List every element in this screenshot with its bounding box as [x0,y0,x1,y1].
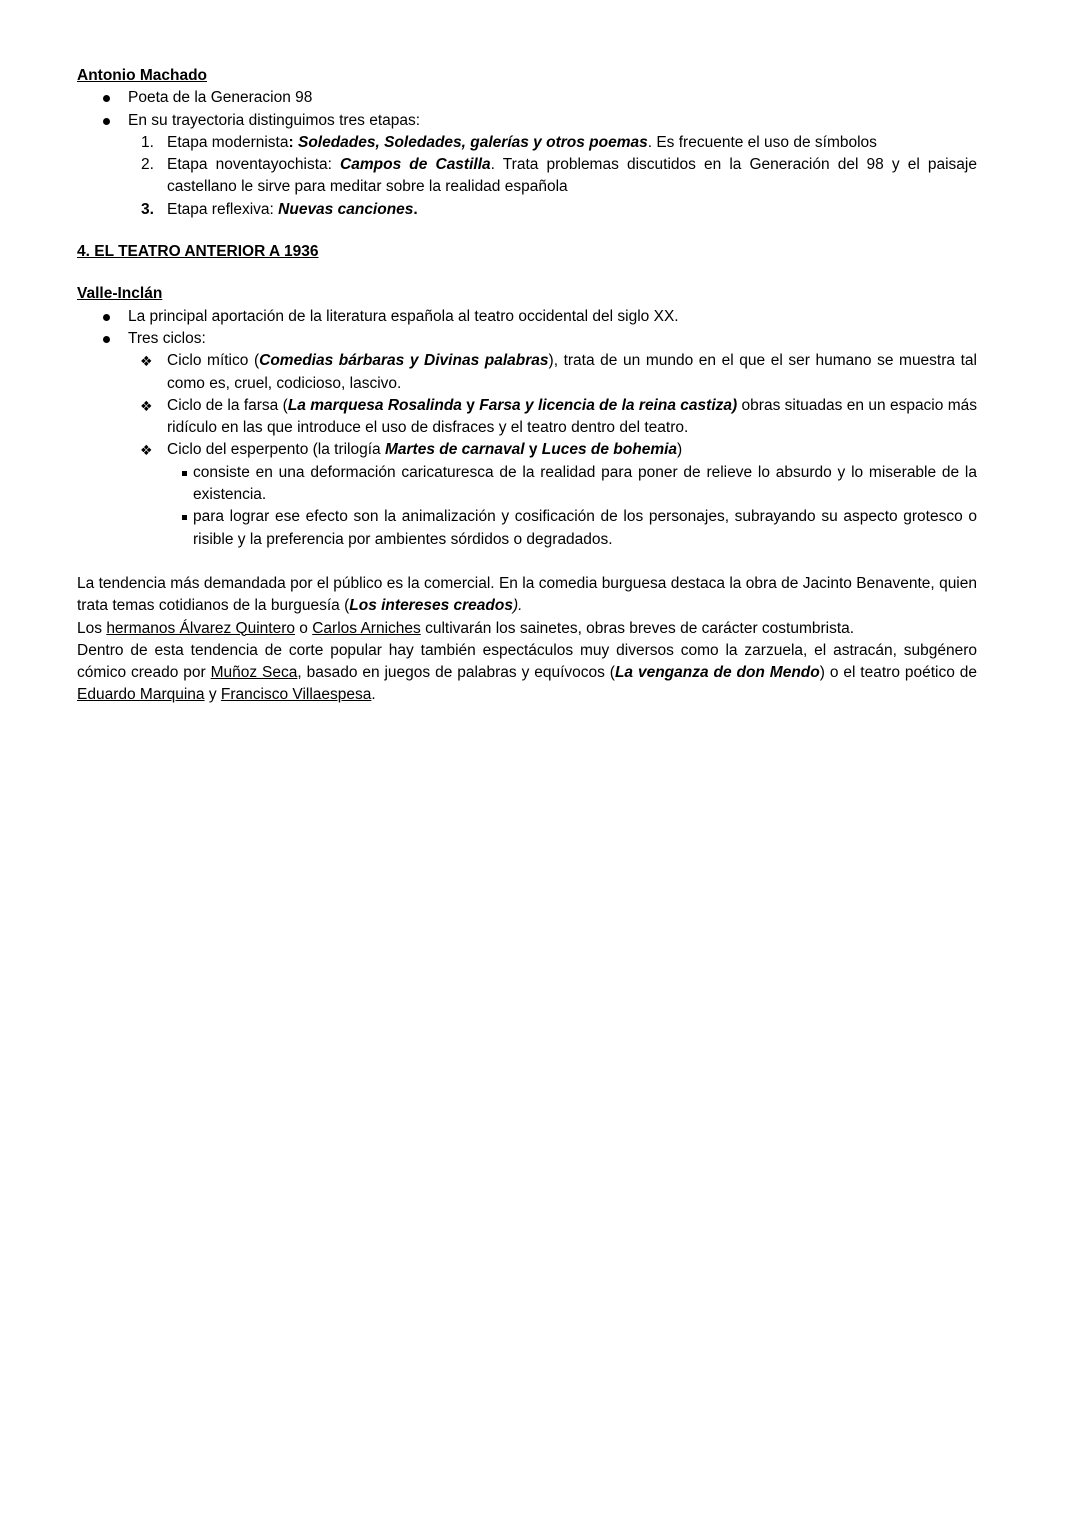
stage-prefix: Etapa reflexiva: [167,200,279,218]
cycle-prefix: Ciclo de la farsa ( [167,396,288,414]
stage-prefix: Etapa noventayochista: [167,156,341,174]
stage-number: 2. [141,156,154,174]
section-heading: 4. EL TEATRO ANTERIOR A 1936 [77,243,319,261]
paragraph-text: Dentro de esta tendencia de corte popular hay también espectáculos muy diversos como la zarzuela, el astracán, subgénero cómico creado por [77,641,977,682]
paragraph-text: ) o el teatro poético de [819,664,977,682]
diamond-bullet-icon: ❖ [140,442,153,459]
paragraph-suffix: ). [512,597,523,615]
bullet-icon [103,336,110,343]
list-item [77,328,977,551]
author-heading-machado: Antonio Machado [77,67,208,84]
stage-number: 3. [141,200,154,218]
bullet-text: Tres ciclos: [128,329,206,347]
stage-number: 1. [141,133,154,151]
paragraph-prefix: Los [77,619,107,637]
author-name: Muñoz Seca [210,664,298,682]
cycle-works: Comedias bárbaras y Divinas palabras [259,352,549,370]
cycle-suffix: obras situadas en un espacio más ridículo en las que introduce el uso de disfraces y el teatro dentro del teatro. [167,396,978,437]
stage-suffix: . Es frecuente el uso de símbolos [647,133,877,151]
cycle-item [128,350,977,395]
stage-works: Soledades, Soledades, galerías y otros poemas [297,133,648,151]
cycle-work: Luces de bohemia [541,441,678,459]
paragraph-connector: o [294,619,313,637]
valle-bullet-list [77,306,977,551]
paragraph-text: La tendencia más demandada por el público es la comercial. En la comedia burguesa destaca la obra de Jacinto Benavente, quien trata temas cotidianos de la burguesía ( [77,574,977,615]
cycle-prefix: Ciclo del esperpento (la trilogía [167,441,385,459]
sub-text: consiste en una deformación caricaturesca de la realidad para poner de relieve lo absurdo y lo miserable de la existencia. [193,463,977,504]
work-title: La venganza de don Mendo [614,664,820,682]
paragraph-suffix: cultivarán los sainetes, obras breves de carácter costumbrista. [420,619,855,637]
square-bullet-icon [182,471,187,476]
stage-colon: : [288,133,294,151]
paragraph-connector: y [204,686,221,704]
diamond-bullet-icon: ❖ [140,397,153,414]
paragraph-commercial [77,573,977,618]
paragraph-end: . [371,686,376,704]
list-item [77,306,977,328]
stage-suffix: . Trata problemas discutidos en la Generación del 98 y el paisaje castellano le sirve para meditar sobre la realidad española [167,156,977,196]
machado-bullet-list [77,87,977,221]
stages-list [128,132,977,221]
work-title: Los intereses creados [349,597,513,615]
cycle-connector: y [461,396,480,414]
diamond-bullet-icon: ❖ [140,353,153,370]
stage-works: Campos de Castilla [340,156,491,174]
author-name: Francisco Villaespesa [220,686,372,704]
sub-item [167,462,977,507]
cycle-suffix: ), trata de un mundo en el que el ser humano se muestra tal como es, cruel, codicioso, lascivo. [167,352,977,392]
cycle-suffix: ) [677,441,683,459]
cycle-item [128,395,977,440]
stage-prefix: Etapa modernista [167,133,289,151]
commercial-theatre-paragraphs [77,573,977,707]
stage-item [128,199,977,221]
cycle-prefix: Ciclo mítico ( [167,352,260,370]
stage-item [128,154,977,199]
esperpento-sublist [167,462,977,551]
cycle-work: Farsa y licencia de la reina castiza) [479,396,738,414]
document-content [77,65,977,707]
bullet-icon [103,95,110,102]
cycle-work: Martes de carnaval [384,441,525,459]
stage-works: Nuevas canciones [278,200,414,218]
bullet-icon [103,314,110,321]
paragraph-sainetes [77,618,977,640]
stage-suffix: . [413,200,418,218]
sub-text: para lograr ese efecto son la animalización y cosificación de los personajes, subrayando su aspecto grotesco o risible y la preferencia por ambientes sórdidos o degradados. [193,508,977,548]
author-name: Carlos Arniches [312,619,421,637]
bullet-text: La principal aportación de la literatura española al teatro occidental del siglo XX. [128,307,679,325]
bullet-icon [103,118,110,125]
cycle-work: La marquesa Rosalinda [287,396,462,414]
bullet-text: En su trayectoria distinguimos tres etapas: [128,111,421,129]
author-name: hermanos Álvarez Quintero [106,619,295,637]
list-item [77,110,977,221]
paragraph-text: , basado en juegos de palabras y equívocos ( [297,664,615,682]
cycle-connector: y [524,441,542,459]
cycle-item [128,439,977,550]
bullet-text: Poeta de la Generacion 98 [128,89,313,107]
list-item [77,87,977,109]
author-name: Eduardo Marquina [77,686,205,704]
square-bullet-icon [182,515,187,520]
stage-item [128,132,977,154]
paragraph-popular [77,640,977,707]
author-heading-valle: Valle-Inclán [77,285,163,303]
sub-item [167,506,977,551]
cycles-list [128,350,977,551]
